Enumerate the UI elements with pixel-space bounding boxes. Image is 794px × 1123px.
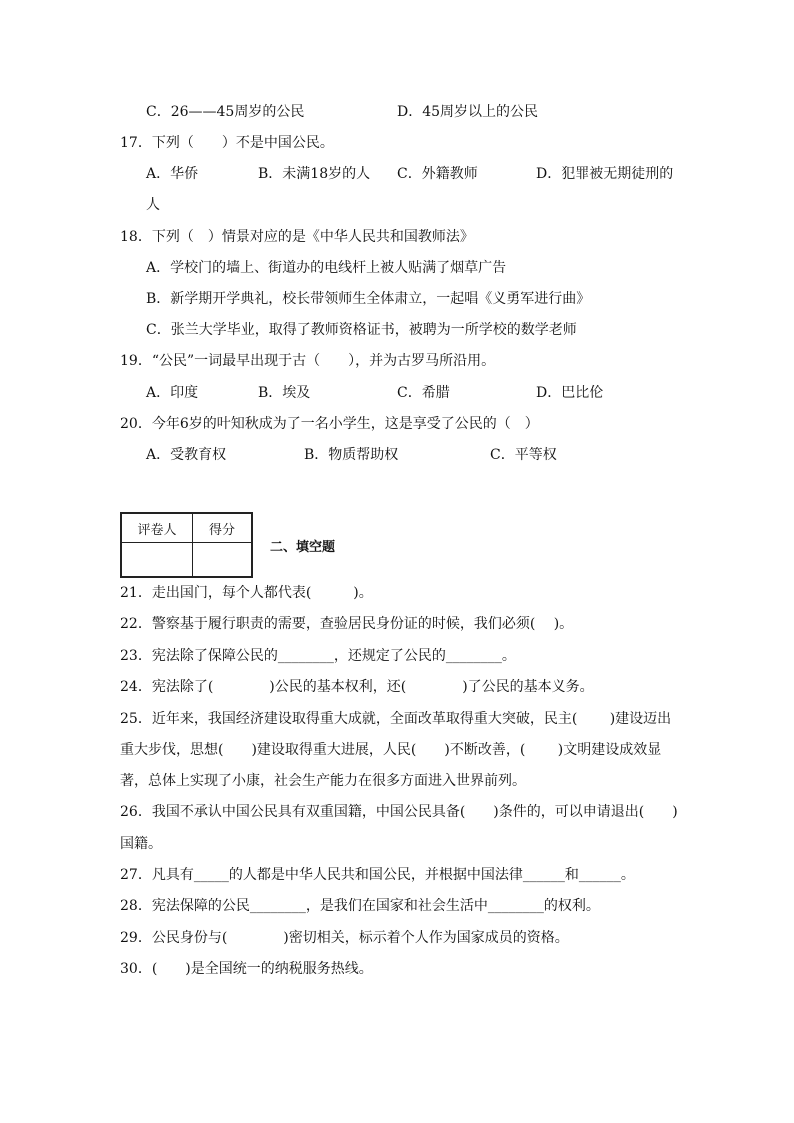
q17-option-d-continued: 人 bbox=[146, 197, 160, 213]
q18-stem: 18．下列（ ）情景对应的是《中华人民共和国教师法》 bbox=[120, 229, 474, 245]
score-table bbox=[120, 512, 253, 578]
q18-option-b: B．新学期开学典礼，校长带领师生全体肃立，一起唱《义勇军进行曲》 bbox=[146, 291, 591, 307]
q25-text-line2: 重大步伐，思想( )建设取得重大进展，人民( )不断改善，( )文明建设成效显 bbox=[120, 742, 662, 758]
q17-option-c: C．外籍教师 bbox=[397, 166, 478, 182]
q30-text: 30．( )是全国统一的纳税服务热线。 bbox=[120, 961, 373, 977]
q19-option-d: D．巴比伦 bbox=[536, 385, 604, 401]
q16-option-d: D．45周岁以上的公民 bbox=[397, 104, 539, 120]
q25-text-line1: 25．近年来，我国经济建设取得重大成就，全面改革取得重大突破，民主( )建设迈出 bbox=[120, 711, 672, 727]
reviewer-header: 评卷人 bbox=[121, 513, 193, 543]
q19-stem: 19．“公民”一词最早出现于古（ ），并为古罗马所沿用。 bbox=[120, 353, 496, 369]
q29-text: 29．公民身份与( )密切相关，标示着个人作为国家成员的资格。 bbox=[120, 930, 569, 946]
q23-text: 23．宪法除了保障公民的________，还规定了公民的________。 bbox=[120, 648, 516, 664]
score-cell[interactable] bbox=[193, 543, 253, 578]
q18-option-a: A．学校门的墙上、街道办的电线杆上被人贴满了烟草广告 bbox=[146, 260, 507, 276]
q26-text-line1: 26．我国不承认中国公民具有双重国籍，中国公民具备( )条件的，可以申请退出( ) bbox=[120, 804, 678, 820]
q20-option-b: B．物质帮助权 bbox=[304, 447, 399, 463]
q28-text: 28．宪法保障的公民________，是我们在国家和社会生活中________的权利。 bbox=[120, 898, 600, 914]
reviewer-cell[interactable] bbox=[121, 543, 193, 578]
q27-text: 27．凡具有_____的人都是中华人民共和国公民，并根据中国法律______和______。 bbox=[120, 867, 635, 883]
q18-option-c: C．张兰大学毕业，取得了教师资格证书，被聘为一所学校的数学老师 bbox=[146, 322, 577, 338]
q16-option-c: C．26——45周岁的公民 bbox=[146, 104, 305, 120]
q17-option-a: A．华侨 bbox=[146, 166, 199, 182]
q20-option-a: A．受教育权 bbox=[146, 447, 227, 463]
q26-text-line2: 国籍。 bbox=[120, 836, 162, 852]
q20-option-c: C．平等权 bbox=[490, 447, 557, 463]
q17-option-d: D．犯罪被无期徒刑的 bbox=[536, 166, 674, 182]
q22-text: 22．警察基于履行职责的需要，查验居民身份证的时候，我们必须( )。 bbox=[120, 616, 574, 632]
q20-stem: 20．今年6岁的叶知秋成为了一名小学生，这是享受了公民的（ ） bbox=[120, 416, 539, 432]
q19-option-b: B．埃及 bbox=[258, 385, 311, 401]
score-header: 得分 bbox=[193, 513, 253, 543]
q24-text: 24．宪法除了( )公民的基本权利，还( )了公民的基本义务。 bbox=[120, 679, 594, 695]
q19-option-a: A．印度 bbox=[146, 385, 199, 401]
q17-stem: 17．下列（ ）不是中国公民。 bbox=[120, 135, 334, 151]
q25-text-line3: 著，总体上实现了小康，社会生产能力在很多方面进入世界前列。 bbox=[120, 773, 526, 789]
q21-text: 21．走出国门，每个人都代表( )。 bbox=[120, 585, 373, 601]
q19-option-c: C．希腊 bbox=[397, 385, 450, 401]
section-title-fill-in: 二、填空题 bbox=[270, 540, 336, 555]
q17-option-b: B．未满18岁的人 bbox=[258, 166, 371, 182]
